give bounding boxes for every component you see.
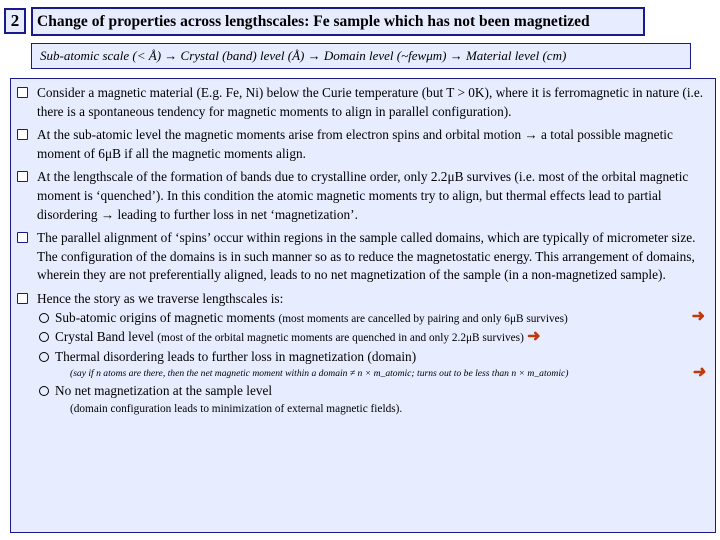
red-arrow-icon: ➜: [691, 364, 705, 382]
slide-title: Change of properties across lengthscales: Fe sample which has not been magnetized: [31, 7, 645, 36]
circle-bullet-icon: [39, 332, 49, 342]
story-item-note: (domain configuration leads to minimization of external magnetic fields).: [70, 402, 403, 415]
bullet-domains: [15, 229, 709, 285]
content-panel: [10, 78, 716, 533]
story-item-main: Crystal Band level: [55, 329, 154, 345]
story-list: [37, 309, 709, 417]
story-item-subatomic: [37, 309, 709, 329]
story-item-main: No net magnetization at the sample level: [55, 383, 273, 399]
story-item-note: (say if n atoms are there, then the net magnetic moment within a domain ≠ n × m_atomic; turns out to be less than n × m_atomic): [70, 368, 569, 380]
circle-bullet-icon: [39, 386, 49, 396]
circle-bullet-icon: [39, 352, 49, 362]
story-item-note: (most of the orbital magnetic moments are quenched in and only 2.2μB survives): [157, 332, 524, 345]
square-bullet-icon: [17, 87, 28, 98]
story-item-band: [37, 328, 709, 348]
bullet-text: Hence the story as we traverse lengthscales is:: [37, 290, 284, 306]
story-item-main: Thermal disordering leads to further loss in magnetization (domain): [55, 348, 417, 364]
story-item-main: Sub-atomic origins of magnetic moments: [55, 309, 276, 325]
bullet-bands: [15, 168, 709, 224]
bullet-text: At the lengthscale of the formation of bands due to crystalline order, only 2.2μB survives (i.e. most of the orbital magnetic moment is ‘quenched’). In this condition the atomic magnetic moments try to align, but thermal effects lead to partial disordering → leading to further loss in net ‘magnetization’.: [37, 169, 689, 222]
bullet-text: The parallel alignment of ‘spins’ occur within regions in the sample called domains, which are typically of micrometer size. The configuration of the domains is in such manner so as to reduce the magnetostatic energy. This arrangement of domains, wherein they are not preferentially aligned, leads to no net magnetization of the sample (in a non-magnetized sample).: [37, 230, 696, 283]
square-bullet-icon: [17, 171, 28, 182]
story-item-thermal: [37, 348, 709, 367]
story-item-sample: [37, 382, 709, 401]
story-item-sample-note-row: [37, 401, 709, 417]
square-bullet-icon: [17, 293, 28, 304]
bullet-text: Consider a magnetic material (E.g. Fe, Ni) below the Curie temperature (but T > 0K), where it is ferromagnetic in nature (i.e. there is a spontaneous tendency for magnetic moments to align in parallel configuration).: [37, 85, 704, 119]
lengthscale-subtitle: Sub-atomic scale (< Å) → Crystal (band) level (Å) → Domain level (~fewμm) → Material level (cm): [31, 43, 691, 69]
bullet-curie: [15, 84, 709, 121]
story-item-note: (most moments are cancelled by pairing and only 6μB survives): [278, 312, 568, 325]
red-arrow-icon: ➜: [527, 328, 541, 346]
circle-bullet-icon: [39, 313, 49, 323]
story-item-thermal-note-row: [37, 366, 709, 382]
square-bullet-icon: [17, 129, 28, 140]
slide-number: 2: [4, 8, 26, 34]
bullet-text: At the sub-atomic level the magnetic moments arise from electron spins and orbital motion → a total possible magnetic moment of 6μB if all the magnetic moments align.: [37, 127, 673, 161]
bullet-story: [15, 290, 709, 417]
bullet-subatomic: [15, 126, 709, 163]
square-bullet-icon: [17, 232, 28, 243]
red-arrow-icon: ➜: [691, 307, 705, 325]
